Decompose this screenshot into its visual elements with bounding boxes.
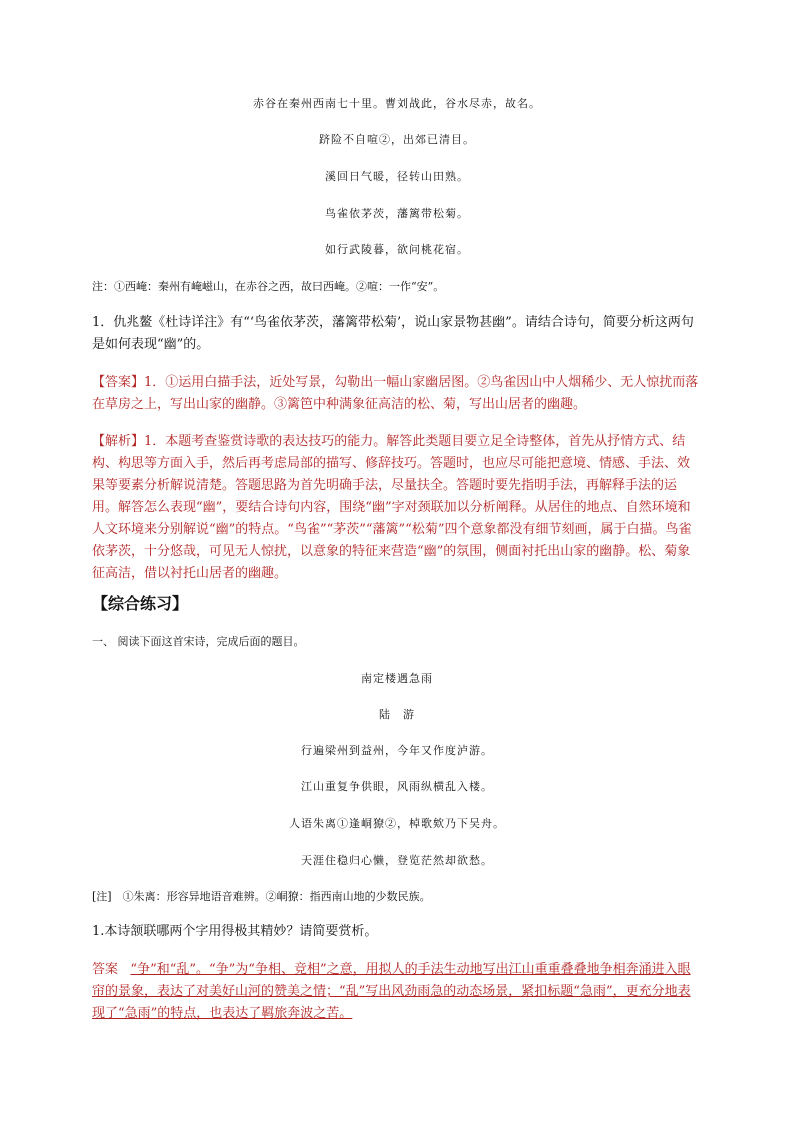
analysis-block — [92, 431, 702, 585]
poem2-line-1: 行遍梁州到益州，今年又作度泸游。 — [301, 744, 493, 757]
poem2-line-2: 江山重复争供眼，风雨纵横乱入楼。 — [301, 780, 493, 793]
exercise-answer-label: 答案 — [92, 962, 119, 977]
poem2-line-4: 天涯住稳归心懒，登览茫然却欲愁。 — [301, 854, 493, 867]
poem1-line-2: 跻险不自喧②，出郊已清目。 — [319, 133, 475, 146]
exercise-intro: 一、 阅读下面这首宋诗，完成后面的题目。 — [92, 635, 305, 648]
answer-label: 【答案】 — [92, 375, 145, 390]
poem1-line-3: 溪回日气暖，径转山田熟。 — [325, 170, 469, 183]
analysis-label: 【解析】 — [92, 434, 145, 449]
analysis-text: 1．本题考查鉴赏诗歌的表达技巧的能力。解答此类题目要立足全诗整体，首先从抒情方式、结构、构思等方面入手，然后再考虑局部的描写、修辞技巧。答题时，也应尽可能把意境、情感、手法、效果等要素分析解说清楚。答题思路为首先明确手法，尽量扶全。答题时要先指明手法，再解释手法的运用。解答怎么表现“幽”，要结合诗句内容，围绕“幽”字对颈联加以分析阐释。从居住的地点、自然环境和人文环境来分别解说“幽”的特点。“鸟雀”“茅茨”“藩篱”“松菊”四个意象都没有细节刻画，属于白描。鸟雀依茅茨，十分悠哉，可见无人惊扰，以意象的特征来营造“幽”的氛围，侧面衬托出山家的幽静。松、菊象征高洁，借以衬托山居者的幽趣。 — [92, 434, 692, 581]
poem2-line-3: 人语朱离①逢峒獠②，棹歌欸乃下吴舟。 — [289, 817, 505, 830]
answer-text: 1．①运用白描手法，近处写景，勾勒出一幅山家幽居图。②鸟雀因山中人烟稀少、无人惊扰而落在草房之上，写出山家的幽静。③篱笆中种满象征高洁的松、菊，写出山居者的幽趣。 — [92, 375, 699, 412]
exercise-question: 1.本诗颔联哪两个字用得极其精妙？请简要赏析。 — [92, 924, 378, 939]
exercise-answer-text: “争”和“乱”。“争”为“争相、竞相”之意，用拟人的手法生动地写出江山重重叠叠地争相奔涌进入眼帘的景象，表达了对美好山河的赞美之情；“乱”写出风劲雨急的动态场景，紧扣标题“急雨”，更充分地表现了“急雨”的特点，也表达了羁旅奔波之苦。 — [92, 962, 691, 1021]
poem1-line-1: 赤谷在秦州西南七十里。曹刘战此，谷水尽赤，故名。 — [253, 97, 541, 110]
poem1-line-5: 如行武陵暮，欲问桃花宿。 — [325, 243, 469, 256]
question-1: 1．仇兆鳌《杜诗详注》有“‘鸟雀依茅茨，藩篱带松菊’，说山家景物甚幽”。请结合诗句，简要分析这两句是如何表现“幽”的。 — [92, 315, 694, 352]
answer-block — [92, 372, 702, 416]
poem2-note: [注] ①朱离：形容异地语音难辨。②峒獠：指西南山地的少数民族。 — [92, 890, 431, 903]
exercise-answer-block — [92, 959, 702, 1025]
poem2-author: 陆 游 — [379, 708, 415, 721]
poem1-line-4: 鸟雀依茅茨，藩篱带松菊。 — [325, 207, 469, 220]
poem2-title: 南定楼遇急雨 — [361, 672, 433, 685]
section-title: 【综合练习】 — [92, 594, 189, 613]
poem1-note: 注：①西崦：秦州有崦嵫山，在赤谷之西，故曰西崦。②喧：一作“安”。 — [92, 280, 445, 293]
